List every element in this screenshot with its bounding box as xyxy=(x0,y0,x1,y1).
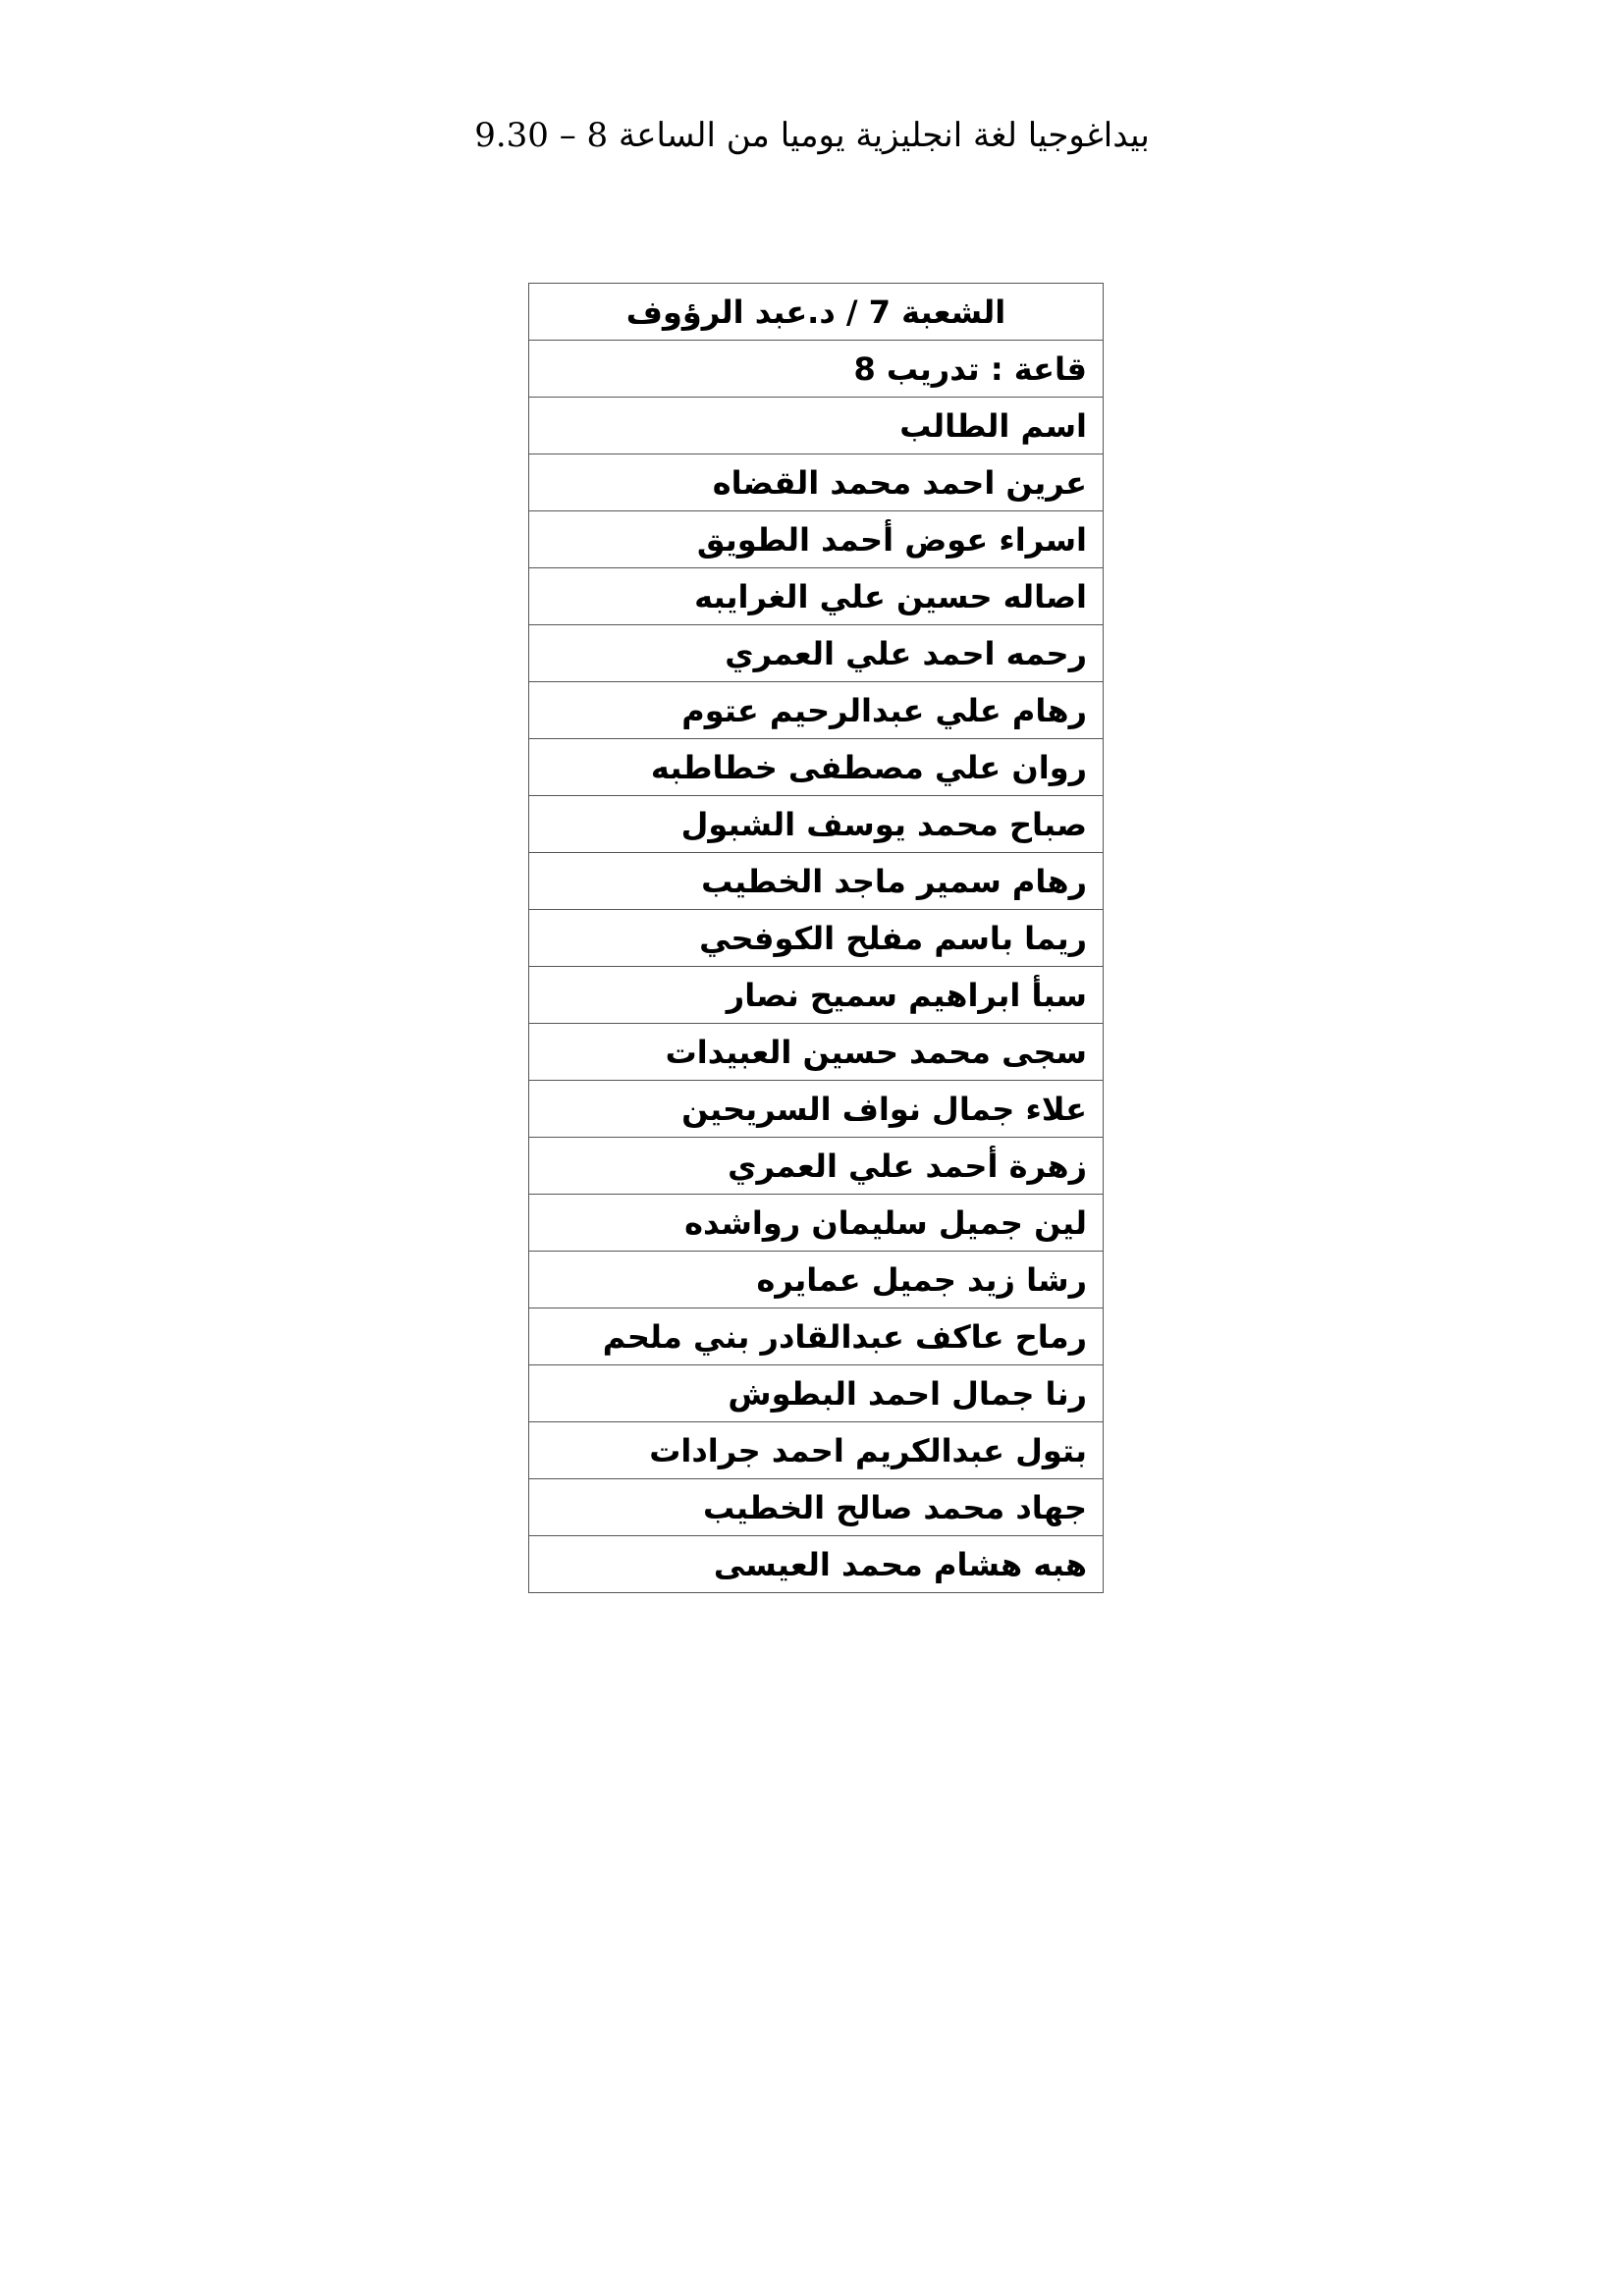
student-name: رماح عاكف عبدالقادر بني ملحم xyxy=(529,1308,1104,1365)
student-name: رهام سمير ماجد الخطيب xyxy=(529,853,1104,910)
student-name: جهاد محمد صالح الخطيب xyxy=(529,1479,1104,1536)
student-name: صباح محمد يوسف الشبول xyxy=(529,796,1104,853)
table-row xyxy=(529,454,1104,511)
table-row xyxy=(529,568,1104,625)
table-row xyxy=(529,1479,1104,1536)
student-name: لين جميل سليمان رواشده xyxy=(529,1195,1104,1252)
student-name: رنا جمال احمد البطوش xyxy=(529,1365,1104,1422)
student-name: سجى محمد حسين العبيدات xyxy=(529,1024,1104,1081)
table-row xyxy=(529,1308,1104,1365)
table-row xyxy=(529,796,1104,853)
roster-body xyxy=(529,284,1104,1593)
student-name: هبه هشام محمد العيسى xyxy=(529,1536,1104,1593)
student-roster-table xyxy=(528,283,1104,1593)
table-row xyxy=(529,1252,1104,1308)
page-heading: بيداغوجيا لغة انجليزية يوميا من الساعة 8 – 9.30 xyxy=(474,116,1150,155)
table-row xyxy=(529,739,1104,796)
student-name: بتول عبدالكريم احمد جرادات xyxy=(529,1422,1104,1479)
table-row xyxy=(529,967,1104,1024)
student-name: رشا زيد جميل عمايره xyxy=(529,1252,1104,1308)
student-name: سبأ ابراهيم سميح نصار xyxy=(529,967,1104,1024)
student-name: رهام علي عبدالرحيم عتوم xyxy=(529,682,1104,739)
student-name: زهرة أحمد علي العمري xyxy=(529,1138,1104,1195)
student-name: روان علي مصطفى خطاطبه xyxy=(529,739,1104,796)
student-name: رحمه احمد علي العمري xyxy=(529,625,1104,682)
table-row xyxy=(529,910,1104,967)
table-row xyxy=(529,682,1104,739)
table-row xyxy=(529,511,1104,568)
section-label: الشعبة 7 / د.عبد الرؤوف xyxy=(529,284,1104,341)
table-row xyxy=(529,1195,1104,1252)
student-name: عرين احمد محمد القضاه xyxy=(529,454,1104,511)
student-name: اسراء عوض أحمد الطويق xyxy=(529,511,1104,568)
table-row xyxy=(529,1024,1104,1081)
hall-label: قاعة : تدريب 8 xyxy=(529,341,1104,398)
student-name: اصاله حسين علي الغرايبه xyxy=(529,568,1104,625)
table-row xyxy=(529,1081,1104,1138)
table-row xyxy=(529,1536,1104,1593)
table-row xyxy=(529,625,1104,682)
table-row xyxy=(529,1422,1104,1479)
column-header-student-name: اسم الطالب xyxy=(529,398,1104,454)
section-row xyxy=(529,284,1104,341)
table-row xyxy=(529,1138,1104,1195)
hall-row xyxy=(529,341,1104,398)
table-row xyxy=(529,1365,1104,1422)
student-name: علاء جمال نواف السريحين xyxy=(529,1081,1104,1138)
column-header-row xyxy=(529,398,1104,454)
table-row xyxy=(529,853,1104,910)
student-name: ريما باسم مفلح الكوفحي xyxy=(529,910,1104,967)
